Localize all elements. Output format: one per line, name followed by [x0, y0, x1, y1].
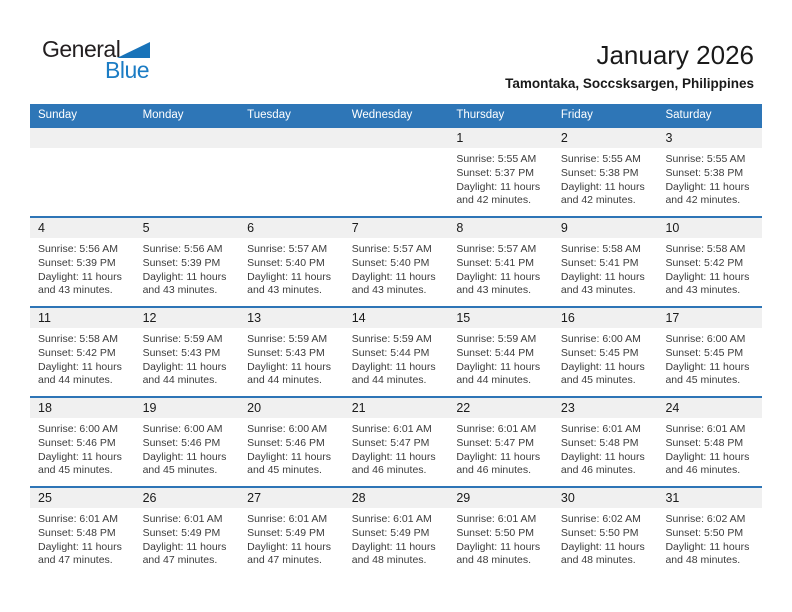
daylight-text-line1: Daylight: 11 hours — [665, 180, 750, 193]
day-details — [135, 148, 240, 153]
daylight-text-line1: Daylight: 11 hours — [142, 540, 227, 553]
general-blue-logo — [42, 38, 162, 84]
day-number: 11 — [30, 308, 135, 328]
day-cell — [553, 128, 658, 216]
day-details — [448, 148, 553, 208]
sunrise-text: Sunrise: 6:01 AM — [351, 513, 432, 525]
sunrise-text: Sunrise: 6:02 AM — [665, 513, 746, 525]
sunset-text: Sunset: 5:50 PM — [456, 526, 534, 539]
sunset-text: Sunset: 5:48 PM — [665, 436, 744, 449]
daylight-text-line2: and 45 minutes. — [560, 374, 636, 387]
daylight-text-line2: and 45 minutes. — [665, 374, 741, 387]
daylight-text-line2: and 45 minutes. — [142, 464, 218, 477]
day-cell — [30, 128, 135, 216]
daylight-text-line2: and 42 minutes. — [665, 194, 741, 207]
sunset-text: Sunset: 5:38 PM — [665, 166, 744, 179]
sunset-text: Sunset: 5:39 PM — [38, 256, 116, 269]
sunrise-text: Sunrise: 6:00 AM — [247, 423, 328, 435]
day-details — [135, 238, 240, 298]
day-cell — [135, 218, 240, 306]
daylight-text-line2: and 43 minutes. — [456, 284, 532, 297]
sunrise-text: Sunrise: 6:01 AM — [456, 423, 537, 435]
day-cell — [657, 128, 762, 216]
daylight-text-line2: and 43 minutes. — [560, 284, 636, 297]
day-cell — [657, 218, 762, 306]
sunrise-text: Sunrise: 6:00 AM — [560, 333, 641, 345]
sunrise-text: Sunrise: 5:56 AM — [142, 243, 223, 255]
sunset-text: Sunset: 5:39 PM — [142, 256, 221, 269]
daylight-text-line1: Daylight: 11 hours — [665, 540, 750, 553]
sunset-text: Sunset: 5:50 PM — [560, 526, 639, 539]
day-details — [239, 418, 344, 478]
day-number: 20 — [239, 398, 344, 418]
sunrise-text: Sunrise: 6:00 AM — [142, 423, 223, 435]
daylight-text-line2: and 46 minutes. — [665, 464, 741, 477]
day-details — [553, 238, 658, 298]
daylight-text-line1: Daylight: 11 hours — [351, 360, 436, 373]
weekday-header-row — [30, 104, 762, 126]
daylight-text-line2: and 48 minutes. — [456, 554, 532, 567]
sunset-text: Sunset: 5:38 PM — [560, 166, 639, 179]
calendar-grid — [30, 104, 762, 576]
week-row — [30, 486, 762, 576]
day-number: 21 — [344, 398, 449, 418]
daylight-text-line2: and 43 minutes. — [665, 284, 741, 297]
daylight-text-line2: and 45 minutes. — [247, 464, 322, 477]
daylight-text-line1: Daylight: 11 hours — [142, 360, 227, 373]
day-details — [344, 328, 449, 388]
day-details — [657, 508, 762, 568]
day-number: 2 — [553, 128, 658, 148]
sunrise-text: Sunrise: 5:57 AM — [351, 243, 432, 255]
day-number: 28 — [344, 488, 449, 508]
daylight-text-line2: and 43 minutes. — [351, 284, 427, 297]
location-subtitle: Tamontaka, Soccsksargen, Philippines — [505, 76, 754, 91]
day-number: 24 — [657, 398, 762, 418]
day-number: 29 — [448, 488, 553, 508]
sunrise-text: Sunrise: 5:55 AM — [456, 153, 537, 165]
daylight-text-line1: Daylight: 11 hours — [38, 270, 122, 283]
sunrise-text: Sunrise: 5:58 AM — [560, 243, 641, 255]
day-number: 16 — [553, 308, 658, 328]
sunset-text: Sunset: 5:46 PM — [247, 436, 325, 449]
daylight-text-line1: Daylight: 11 hours — [142, 450, 227, 463]
sunset-text: Sunset: 5:49 PM — [247, 526, 325, 539]
sunrise-text: Sunrise: 5:59 AM — [351, 333, 432, 345]
sunset-text: Sunset: 5:46 PM — [38, 436, 116, 449]
day-cell — [239, 218, 344, 306]
day-number: 3 — [657, 128, 762, 148]
day-details — [135, 418, 240, 478]
sunset-text: Sunset: 5:47 PM — [351, 436, 430, 449]
weeks-container — [30, 126, 762, 576]
logo-word-blue: Blue — [105, 57, 150, 83]
day-number: 27 — [239, 488, 344, 508]
sunrise-text: Sunrise: 6:01 AM — [38, 513, 118, 525]
day-number: 30 — [553, 488, 658, 508]
day-number: 12 — [135, 308, 240, 328]
day-number — [344, 128, 449, 148]
logo-triangle-icon — [117, 42, 150, 58]
sunrise-text: Sunrise: 5:59 AM — [247, 333, 328, 345]
sunrise-text: Sunrise: 5:55 AM — [665, 153, 746, 165]
day-cell — [657, 488, 762, 576]
day-cell — [239, 398, 344, 486]
day-cell — [135, 308, 240, 396]
day-number: 7 — [344, 218, 449, 238]
daylight-text-line2: and 44 minutes. — [142, 374, 218, 387]
day-cell — [553, 218, 658, 306]
day-details — [657, 238, 762, 298]
day-cell — [448, 488, 553, 576]
sunrise-text: Sunrise: 6:01 AM — [142, 513, 223, 525]
day-details — [135, 508, 240, 568]
day-number: 25 — [30, 488, 135, 508]
day-details — [239, 508, 344, 568]
weekday-header-wednesday: Wednesday — [351, 109, 413, 121]
day-cell — [657, 398, 762, 486]
day-number: 9 — [553, 218, 658, 238]
sunrise-text: Sunrise: 6:00 AM — [38, 423, 118, 435]
day-cell — [30, 488, 135, 576]
day-details — [448, 328, 553, 388]
day-number: 1 — [448, 128, 553, 148]
day-details — [344, 418, 449, 478]
sunset-text: Sunset: 5:44 PM — [351, 346, 430, 359]
day-details — [553, 508, 658, 568]
daylight-text-line2: and 48 minutes. — [351, 554, 427, 567]
day-cell — [239, 488, 344, 576]
daylight-text-line2: and 46 minutes. — [560, 464, 636, 477]
sunset-text: Sunset: 5:40 PM — [351, 256, 430, 269]
day-number: 18 — [30, 398, 135, 418]
day-cell — [448, 128, 553, 216]
daylight-text-line2: and 46 minutes. — [456, 464, 532, 477]
daylight-text-line1: Daylight: 11 hours — [247, 540, 332, 553]
day-number: 31 — [657, 488, 762, 508]
weekday-header-tuesday: Tuesday — [247, 109, 291, 121]
day-cell — [30, 308, 135, 396]
daylight-text-line1: Daylight: 11 hours — [247, 360, 332, 373]
daylight-text-line1: Daylight: 11 hours — [456, 360, 541, 373]
sunset-text: Sunset: 5:42 PM — [665, 256, 744, 269]
daylight-text-line2: and 44 minutes. — [38, 374, 113, 387]
daylight-text-line2: and 44 minutes. — [351, 374, 427, 387]
day-details — [344, 238, 449, 298]
daylight-text-line2: and 48 minutes. — [560, 554, 636, 567]
day-cell — [344, 398, 449, 486]
day-number: 15 — [448, 308, 553, 328]
day-cell — [553, 488, 658, 576]
day-cell — [657, 308, 762, 396]
day-cell — [30, 398, 135, 486]
day-details — [448, 238, 553, 298]
day-details — [448, 418, 553, 478]
sunset-text: Sunset: 5:45 PM — [665, 346, 744, 359]
sunrise-text: Sunrise: 5:59 AM — [456, 333, 537, 345]
day-details — [657, 328, 762, 388]
daylight-text-line1: Daylight: 11 hours — [456, 450, 541, 463]
day-cell — [344, 218, 449, 306]
sunset-text: Sunset: 5:41 PM — [560, 256, 639, 269]
day-details — [135, 328, 240, 388]
daylight-text-line1: Daylight: 11 hours — [560, 360, 645, 373]
day-number: 5 — [135, 218, 240, 238]
day-cell — [448, 218, 553, 306]
sunrise-text: Sunrise: 6:01 AM — [560, 423, 641, 435]
logo-word-general: General — [42, 36, 121, 62]
day-cell — [553, 308, 658, 396]
day-details — [553, 148, 658, 208]
daylight-text-line1: Daylight: 11 hours — [456, 180, 541, 193]
sunset-text: Sunset: 5:46 PM — [142, 436, 221, 449]
daylight-text-line1: Daylight: 11 hours — [142, 270, 227, 283]
sunset-text: Sunset: 5:44 PM — [456, 346, 534, 359]
month-title: January 2026 — [596, 40, 754, 70]
day-number: 23 — [553, 398, 658, 418]
daylight-text-line1: Daylight: 11 hours — [351, 270, 436, 283]
day-cell — [135, 398, 240, 486]
day-number — [135, 128, 240, 148]
sunset-text: Sunset: 5:37 PM — [456, 166, 534, 179]
day-details — [657, 418, 762, 478]
daylight-text-line2: and 42 minutes. — [560, 194, 636, 207]
daylight-text-line1: Daylight: 11 hours — [38, 450, 122, 463]
day-cell — [135, 128, 240, 216]
daylight-text-line2: and 44 minutes. — [456, 374, 532, 387]
daylight-text-line1: Daylight: 11 hours — [247, 270, 332, 283]
daylight-text-line1: Daylight: 11 hours — [665, 450, 750, 463]
day-cell — [239, 128, 344, 216]
daylight-text-line2: and 47 minutes. — [142, 554, 218, 567]
daylight-text-line2: and 42 minutes. — [456, 194, 532, 207]
weekday-header-sunday: Sunday — [38, 109, 78, 121]
sunset-text: Sunset: 5:43 PM — [247, 346, 325, 359]
day-cell — [344, 488, 449, 576]
day-number: 4 — [30, 218, 135, 238]
daylight-text-line1: Daylight: 11 hours — [38, 360, 122, 373]
sunrise-text: Sunrise: 5:57 AM — [456, 243, 537, 255]
day-details — [344, 508, 449, 568]
day-details — [239, 328, 344, 388]
daylight-text-line1: Daylight: 11 hours — [665, 270, 750, 283]
day-number — [30, 128, 135, 148]
week-row — [30, 396, 762, 486]
week-row — [30, 216, 762, 306]
daylight-text-line1: Daylight: 11 hours — [456, 270, 541, 283]
daylight-text-line1: Daylight: 11 hours — [560, 270, 645, 283]
day-cell — [30, 218, 135, 306]
sunset-text: Sunset: 5:47 PM — [456, 436, 534, 449]
sunset-text: Sunset: 5:43 PM — [142, 346, 221, 359]
weekday-header-saturday: Saturday — [665, 109, 712, 121]
day-number: 8 — [448, 218, 553, 238]
weekday-header-thursday: Thursday — [456, 109, 505, 121]
sunset-text: Sunset: 5:48 PM — [38, 526, 116, 539]
day-cell — [344, 128, 449, 216]
sunrise-text: Sunrise: 5:57 AM — [247, 243, 328, 255]
title-block — [505, 40, 754, 91]
daylight-text-line1: Daylight: 11 hours — [560, 180, 645, 193]
sunrise-text: Sunrise: 6:01 AM — [665, 423, 746, 435]
daylight-text-line2: and 45 minutes. — [38, 464, 113, 477]
day-number: 19 — [135, 398, 240, 418]
day-cell — [448, 398, 553, 486]
day-details — [553, 328, 658, 388]
sunrise-text: Sunrise: 6:01 AM — [456, 513, 537, 525]
daylight-text-line2: and 47 minutes. — [38, 554, 113, 567]
day-details — [30, 328, 135, 388]
daylight-text-line2: and 43 minutes. — [38, 284, 113, 297]
sunrise-text: Sunrise: 6:01 AM — [351, 423, 432, 435]
daylight-text-line2: and 43 minutes. — [142, 284, 218, 297]
sunset-text: Sunset: 5:45 PM — [560, 346, 639, 359]
daylight-text-line2: and 46 minutes. — [351, 464, 427, 477]
day-details — [30, 238, 135, 298]
daylight-text-line2: and 47 minutes. — [247, 554, 322, 567]
day-number: 17 — [657, 308, 762, 328]
day-number: 10 — [657, 218, 762, 238]
daylight-text-line2: and 48 minutes. — [665, 554, 741, 567]
daylight-text-line2: and 44 minutes. — [247, 374, 322, 387]
day-cell — [239, 308, 344, 396]
day-number: 22 — [448, 398, 553, 418]
weekday-header-friday: Friday — [560, 109, 593, 121]
sunset-text: Sunset: 5:49 PM — [142, 526, 221, 539]
sunrise-text: Sunrise: 6:00 AM — [665, 333, 746, 345]
day-details — [30, 508, 135, 568]
daylight-text-line1: Daylight: 11 hours — [247, 450, 332, 463]
day-details — [553, 418, 658, 478]
daylight-text-line1: Daylight: 11 hours — [38, 540, 122, 553]
day-cell — [344, 308, 449, 396]
sunset-text: Sunset: 5:50 PM — [665, 526, 744, 539]
sunset-text: Sunset: 5:40 PM — [247, 256, 325, 269]
day-cell — [553, 398, 658, 486]
sunrise-text: Sunrise: 5:59 AM — [142, 333, 223, 345]
day-number: 26 — [135, 488, 240, 508]
day-number: 6 — [239, 218, 344, 238]
daylight-text-line1: Daylight: 11 hours — [560, 450, 645, 463]
sunrise-text: Sunrise: 5:58 AM — [665, 243, 746, 255]
week-row — [30, 126, 762, 216]
daylight-text-line1: Daylight: 11 hours — [665, 360, 750, 373]
day-number — [239, 128, 344, 148]
sunrise-text: Sunrise: 5:56 AM — [38, 243, 118, 255]
sunset-text: Sunset: 5:49 PM — [351, 526, 430, 539]
weekday-header-monday: Monday — [142, 109, 184, 121]
daylight-text-line1: Daylight: 11 hours — [351, 540, 436, 553]
day-details — [239, 238, 344, 298]
sunrise-text: Sunrise: 6:02 AM — [560, 513, 641, 525]
week-row — [30, 306, 762, 396]
day-cell — [448, 308, 553, 396]
day-details — [448, 508, 553, 568]
sunset-text: Sunset: 5:42 PM — [38, 346, 116, 359]
day-details — [30, 148, 135, 153]
daylight-text-line1: Daylight: 11 hours — [560, 540, 645, 553]
day-details — [239, 148, 344, 153]
sunrise-text: Sunrise: 6:01 AM — [247, 513, 328, 525]
daylight-text-line1: Daylight: 11 hours — [351, 450, 436, 463]
day-details — [30, 418, 135, 478]
sunrise-text: Sunrise: 5:58 AM — [38, 333, 118, 345]
day-details — [657, 148, 762, 208]
day-number: 13 — [239, 308, 344, 328]
daylight-text-line2: and 43 minutes. — [247, 284, 322, 297]
sunrise-text: Sunrise: 5:55 AM — [560, 153, 641, 165]
sunset-text: Sunset: 5:48 PM — [560, 436, 639, 449]
daylight-text-line1: Daylight: 11 hours — [456, 540, 541, 553]
sunset-text: Sunset: 5:41 PM — [456, 256, 534, 269]
day-cell — [135, 488, 240, 576]
day-details — [344, 148, 449, 153]
day-number: 14 — [344, 308, 449, 328]
